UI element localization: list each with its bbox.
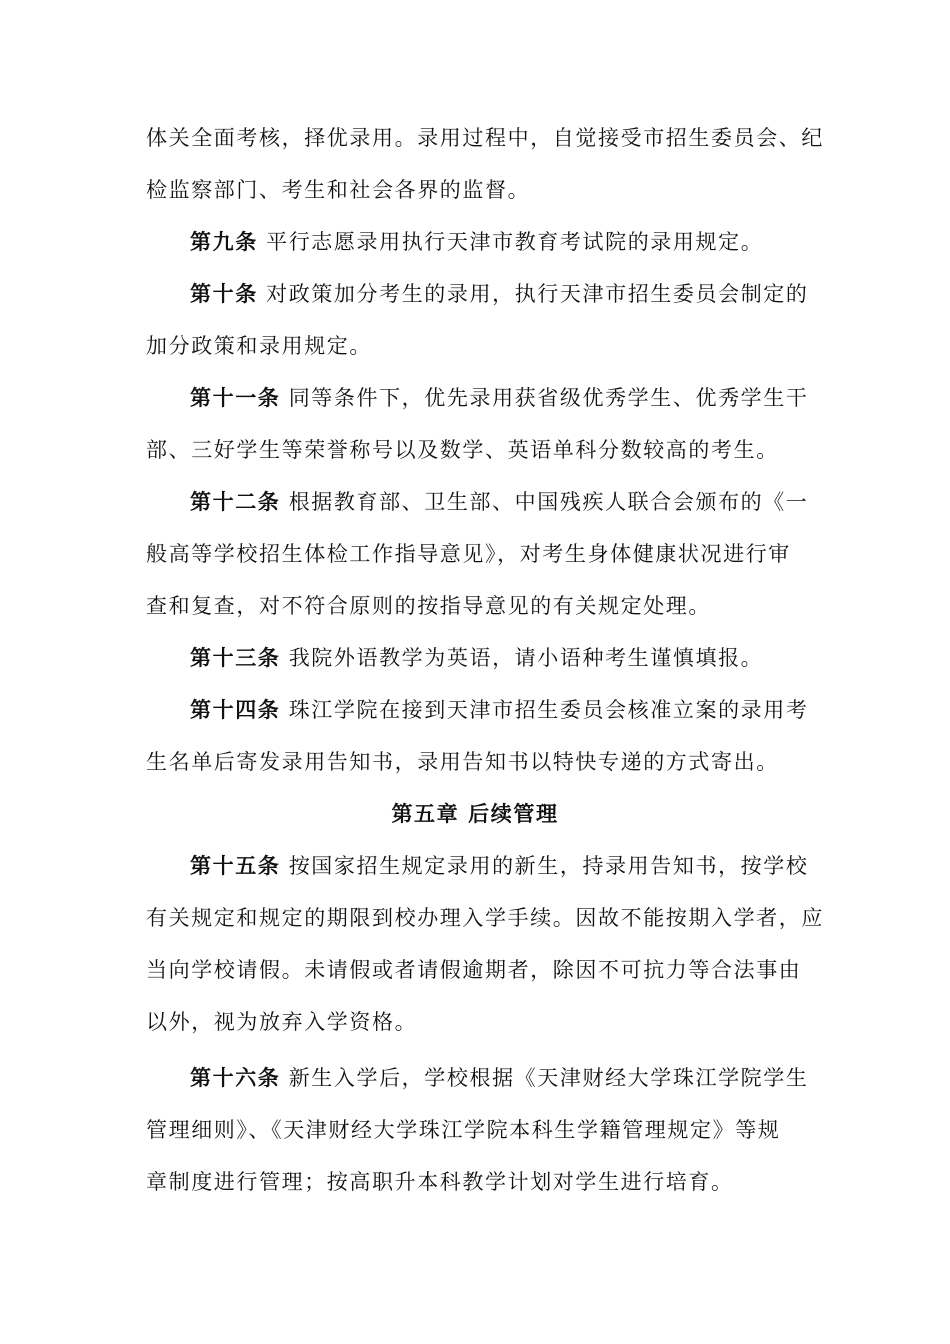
article-text: 对政策加分考生的录用，执行天津市招生委员会制定的	[266, 282, 809, 306]
article-16	[190, 1064, 809, 1092]
text-line: 部、三好学生等荣誉称号以及数学、英语单科分数较高的考生。	[146, 438, 779, 462]
text-line: 般高等学校招生体检工作指导意见》，对考生身体健康状况进行审	[146, 542, 791, 566]
article-15	[190, 852, 809, 880]
article-number: 第十五条	[190, 853, 281, 878]
text-line: 生名单后寄发录用告知书，录用告知书以特快专递的方式寄出。	[146, 750, 779, 774]
text-line: 检监察部门、考生和社会各界的监督。	[146, 178, 531, 202]
text-line: 查和复查，对不符合原则的按指导意见的有关规定处理。	[146, 594, 711, 618]
article-13	[190, 644, 806, 672]
text-line: 当向学校请假。未请假或者请假逾期者，除因不可抗力等合法事由	[146, 958, 802, 982]
text-line: 加分政策和录用规定。	[146, 334, 372, 358]
text-line: 以外，视为放弃入学资格。	[146, 1010, 418, 1034]
article-12	[190, 488, 809, 516]
article-number: 第十六条	[190, 1065, 281, 1090]
text-line: 体关全面考核，择优录用。录用过程中，自觉接受市招生委员会、纪	[146, 126, 824, 150]
article-number: 第十条	[190, 281, 258, 306]
text-line: 章制度进行管理；按高职升本科教学计划对学生进行培育。	[146, 1170, 734, 1194]
article-number: 第十一条	[190, 385, 281, 410]
article-text: 根据教育部、卫生部、中国残疾人联合会颁布的《一	[288, 490, 809, 514]
article-number: 第十四条	[190, 697, 281, 722]
article-text: 平行志愿录用执行天津市教育考试院的录用规定。	[266, 230, 764, 254]
article-10	[190, 280, 809, 308]
article-number: 第九条	[190, 229, 258, 254]
article-text: 珠江学院在接到天津市招生委员会核准立案的录用考	[288, 698, 809, 722]
text-line: 管理细则》、《天津财经大学珠江学院本科生学籍管理规定》等规	[146, 1118, 781, 1142]
article-text: 同等条件下，优先录用获省级优秀学生、优秀学生干	[288, 386, 809, 410]
chapter-heading: 第五章 后续管理	[391, 801, 559, 826]
article-text: 新生入学后，学校根据《天津财经大学珠江学院学生	[288, 1066, 809, 1090]
text-line: 有关规定和规定的期限到校办理入学手续。因故不能按期入学者，应	[146, 906, 824, 930]
article-14	[190, 696, 809, 724]
article-number: 第十二条	[190, 489, 281, 514]
article-text: 按国家招生规定录用的新生，持录用告知书，按学校	[288, 854, 809, 878]
article-number: 第十三条	[190, 645, 281, 670]
article-9	[190, 228, 806, 256]
article-11	[190, 384, 809, 412]
article-text: 我院外语教学为英语，请小语种考生谨慎填报。	[288, 646, 764, 670]
